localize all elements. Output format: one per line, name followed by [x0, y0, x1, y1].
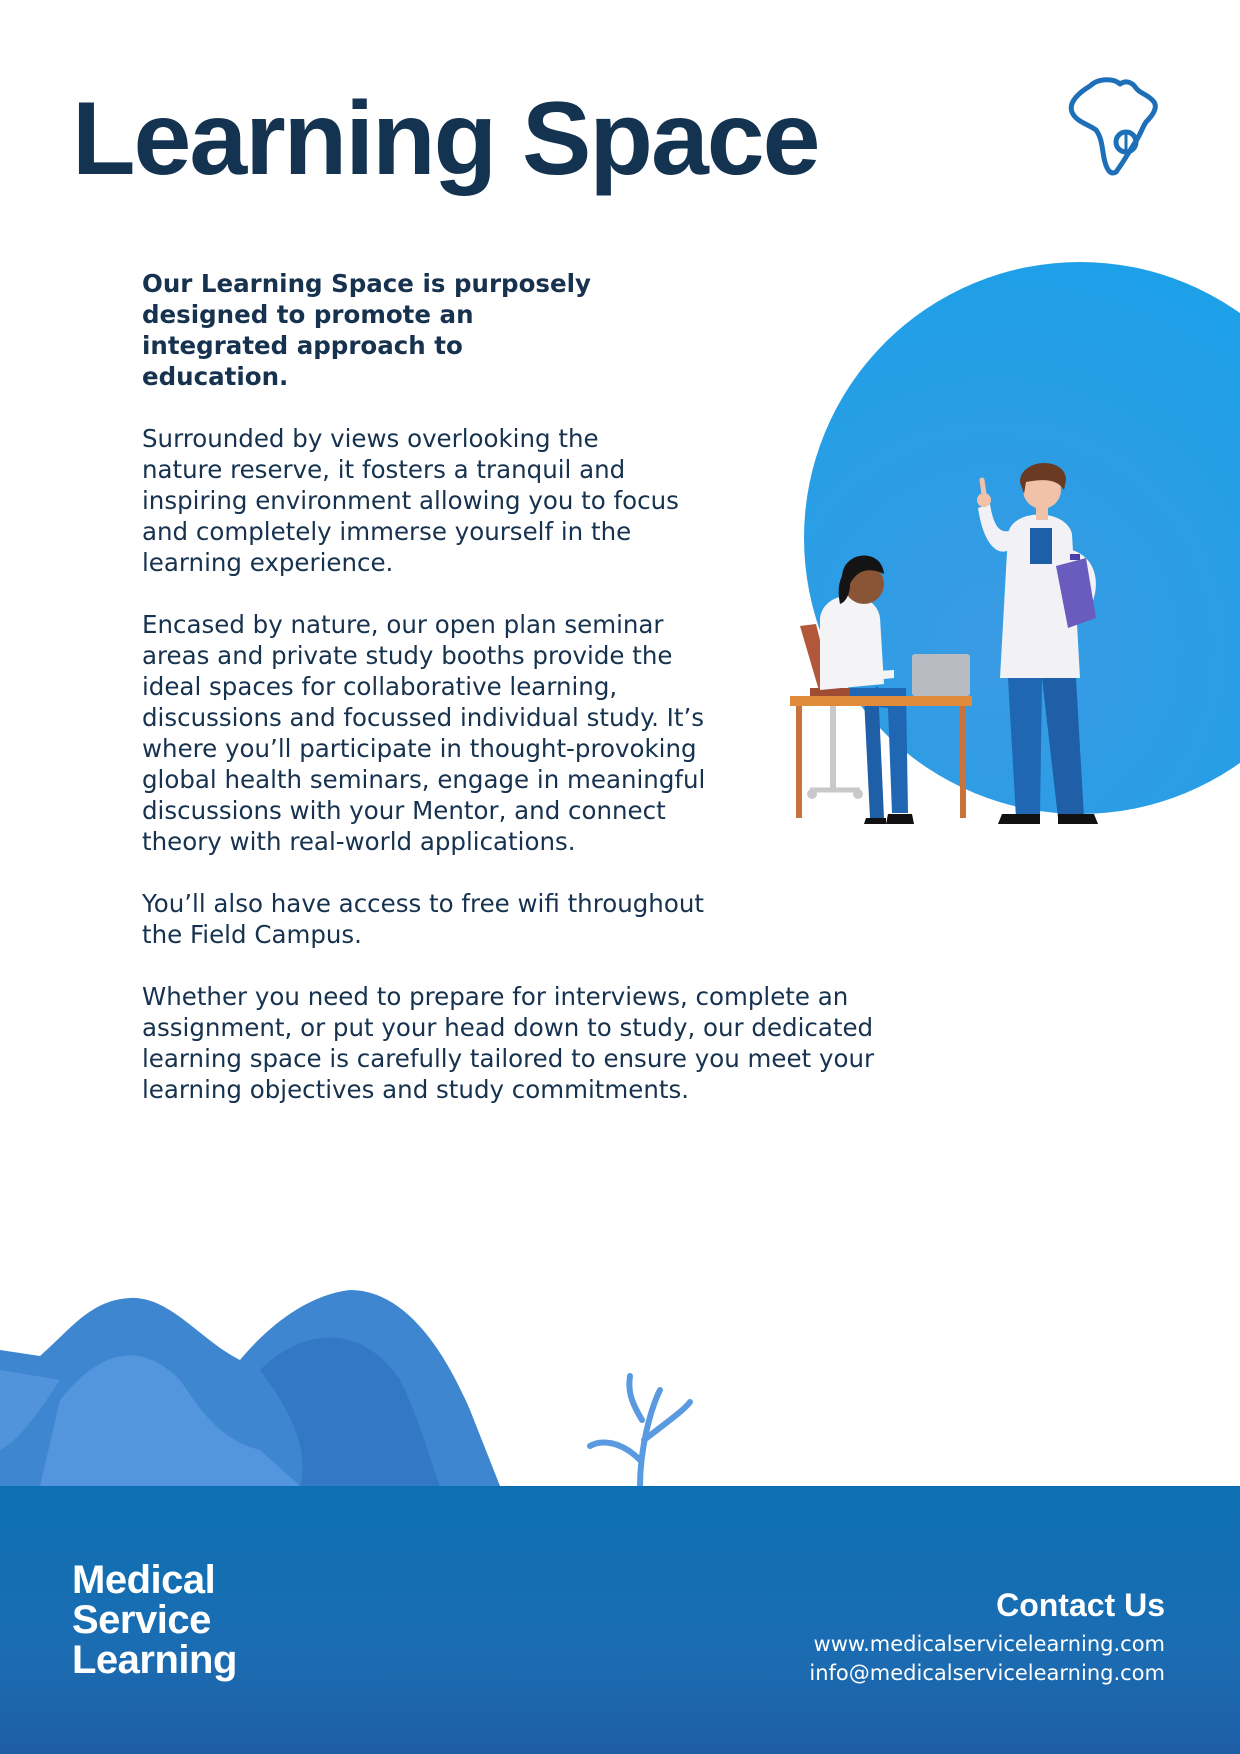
footer-bar: [0, 1486, 1240, 1754]
plant-icon: [590, 1376, 690, 1486]
paragraph-views: Surrounded by views overlooking the nature reserve, it fosters a tranquil and inspiring environment allowing you to focus and completely immerse yourself in the learning experience.: [142, 424, 679, 577]
contact-block: [809, 1586, 1165, 1688]
brand-logo-text: [72, 1560, 237, 1680]
lead-paragraph: Our Learning Space is purposely designed to promote an integrated approach to education.: [142, 269, 591, 391]
brand-line: Learning: [72, 1638, 237, 1682]
africa-map-outline-icon: [1062, 72, 1172, 182]
hills-illustration: [0, 1290, 700, 1490]
contact-heading: Contact Us: [996, 1587, 1165, 1623]
brand-line: Service: [72, 1598, 211, 1642]
paragraph-seminar: Encased by nature, our open plan seminar areas and private study booths provide the ideal spaces for collaborative learning, discussions and focussed individual study. It’s where you’ll participate in thought-provoking global health seminars, engage in meaningful discussions with your Mentor, and connect theory with real-world applications.: [142, 610, 706, 856]
website-link[interactable]: www.medicalservicelearning.com: [813, 1632, 1165, 1656]
doctors-illustration: [780, 258, 1240, 838]
page-title: Learning Space: [72, 81, 819, 197]
brand-line: Medical: [72, 1558, 216, 1602]
email-link[interactable]: info@medicalservicelearning.com: [809, 1661, 1165, 1685]
paragraph-commitments: Whether you need to prepare for interviews, complete an assignment, or put your head down to study, our dedicated learning space is carefully tailored to ensure you meet your learning objectives and study commitments.: [142, 982, 875, 1104]
paragraph-wifi: You’ll also have access to free wifi throughout the Field Campus.: [142, 889, 704, 949]
